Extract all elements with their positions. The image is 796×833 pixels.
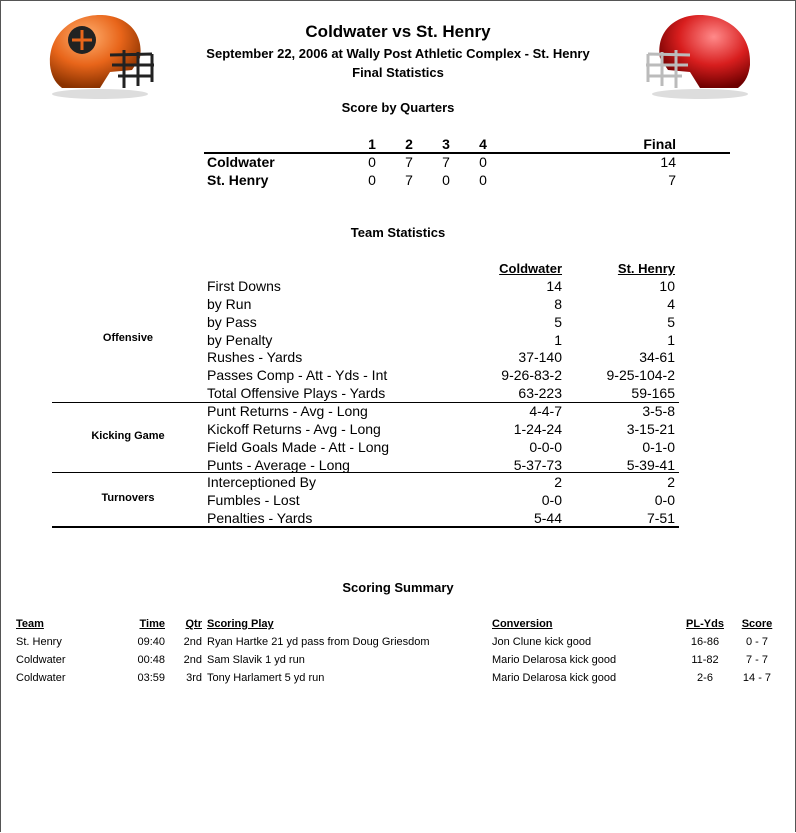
stat-label: Passes Comp - Att - Yds - Int	[207, 367, 388, 383]
scoring-play: Sam Slavik 1 yd run	[207, 654, 305, 666]
stats-bottom-rule	[52, 526, 679, 528]
stat-value-coldwater: 5-37-73	[513, 457, 562, 473]
col-conversion: Conversion	[492, 618, 553, 630]
score-cell: 0	[368, 154, 376, 170]
scoring-qtr: 2nd	[183, 636, 202, 648]
score-cell: 7	[405, 154, 413, 170]
stat-value-coldwater: 37-140	[518, 349, 562, 365]
score-by-quarters-heading: Score by Quarters	[341, 100, 455, 115]
scoring-score: 14 - 7	[742, 672, 772, 684]
q3-header: 3	[442, 136, 450, 152]
game-subtitle: September 22, 2006 at Wally Post Athletic Complex - St. Henry	[206, 46, 590, 61]
score-final-sthenry: 7	[668, 172, 676, 188]
stat-label: Interceptioned By	[207, 474, 316, 490]
col-scoring-play: Scoring Play	[207, 618, 274, 630]
final-statistics-label: Final Statistics	[352, 65, 444, 80]
stat-value-coldwater: 14	[546, 278, 562, 294]
stat-value-coldwater: 9-26-83-2	[501, 367, 562, 383]
team-statistics-heading: Team Statistics	[350, 225, 446, 240]
score-cell: 0	[479, 154, 487, 170]
stat-value-coldwater: 1	[554, 332, 562, 348]
score-cell: 7	[405, 172, 413, 188]
col-time: Time	[139, 618, 165, 630]
group-turnovers: Turnovers	[101, 492, 155, 504]
stat-value-coldwater: 5-44	[533, 510, 562, 526]
final-header: Final	[643, 136, 676, 152]
stat-value-coldwater: 4-4-7	[529, 403, 562, 419]
stat-label: by Run	[207, 296, 252, 312]
scoring-qtr: 2nd	[183, 654, 202, 666]
coldwater-helmet-icon	[40, 10, 160, 100]
stat-value-sthenry: 4	[667, 296, 675, 312]
page-title: Coldwater vs St. Henry	[305, 22, 491, 41]
stat-value-sthenry: 34-61	[639, 349, 675, 365]
col-team: Team	[16, 618, 44, 630]
scoring-pl-yds: 11-82	[691, 654, 719, 666]
scoring-team: St. Henry	[16, 636, 62, 648]
scoring-summary-heading: Scoring Summary	[342, 580, 454, 595]
scoring-team: Coldwater	[16, 654, 66, 666]
score-cell: 0	[368, 172, 376, 188]
scoring-time: 00:48	[137, 654, 165, 666]
scoring-score: 7 - 7	[745, 654, 768, 666]
scoring-team: Coldwater	[16, 672, 66, 684]
stat-label: Fumbles - Lost	[207, 492, 300, 508]
stats-col-coldwater: Coldwater	[499, 261, 562, 276]
scoring-conversion: Mario Delarosa kick good	[492, 654, 617, 666]
stat-value-sthenry: 0-0	[654, 492, 675, 508]
stat-label: Punts - Average - Long	[207, 457, 350, 473]
col-qtr: Qtr	[185, 618, 202, 630]
scoring-score: 0 - 7	[745, 636, 768, 648]
stat-label: First Downs	[207, 278, 281, 294]
scoring-play: Ryan Hartke 21 yd pass from Doug Griesdom	[207, 636, 430, 648]
stat-label: Total Offensive Plays - Yards	[207, 385, 386, 401]
scoring-time: 09:40	[137, 636, 165, 648]
stat-value-coldwater: 8	[554, 296, 562, 312]
stat-label: Punt Returns - Avg - Long	[207, 403, 368, 419]
q4-header: 4	[479, 136, 487, 152]
score-cell: 0	[442, 172, 450, 188]
stat-value-sthenry: 0-1-0	[642, 439, 675, 455]
stat-value-coldwater: 5	[554, 314, 562, 330]
stat-value-sthenry: 9-25-104-2	[606, 367, 675, 383]
stat-value-sthenry: 10	[659, 278, 675, 294]
stat-value-coldwater: 0-0-0	[529, 439, 562, 455]
stat-value-sthenry: 59-165	[631, 385, 675, 401]
score-team-sthenry: St. Henry	[207, 172, 269, 188]
stat-value-sthenry: 1	[667, 332, 675, 348]
stat-label: by Penalty	[207, 332, 273, 348]
stat-label: by Pass	[207, 314, 257, 330]
scoring-conversion: Jon Clune kick good	[492, 636, 592, 648]
group-offensive: Offensive	[102, 332, 154, 344]
scoring-time: 03:59	[137, 672, 165, 684]
q2-header: 2	[405, 136, 413, 152]
scoring-conversion: Mario Delarosa kick good	[492, 672, 617, 684]
scoring-pl-yds: 16-86	[690, 636, 720, 648]
stat-value-coldwater: 0-0	[541, 492, 562, 508]
scoring-qtr: 3rd	[186, 672, 202, 684]
score-cell: 0	[479, 172, 487, 188]
stat-label: Rushes - Yards	[207, 349, 303, 365]
stat-label: Kickoff Returns - Avg - Long	[207, 421, 381, 437]
sthenry-helmet-icon	[640, 10, 760, 100]
group-kicking-game: Kicking Game	[91, 430, 165, 442]
stat-value-sthenry: 5	[667, 314, 675, 330]
stat-value-coldwater: 63-223	[518, 385, 562, 401]
stat-value-sthenry: 3-5-8	[642, 403, 675, 419]
stat-label: Penalties - Yards	[207, 510, 313, 526]
col-score: Score	[741, 618, 773, 630]
stat-value-sthenry: 2	[667, 474, 675, 490]
stats-col-sthenry: St. Henry	[617, 261, 675, 276]
score-cell: 7	[442, 154, 450, 170]
scoring-pl-yds: 2-6	[697, 672, 713, 684]
q1-header: 1	[368, 136, 376, 152]
stat-value-coldwater: 2	[554, 474, 562, 490]
score-team-coldwater: Coldwater	[207, 154, 275, 170]
group-divider	[52, 472, 679, 473]
stat-value-sthenry: 7-51	[646, 510, 675, 526]
stat-value-sthenry: 5-39-41	[626, 457, 675, 473]
col-pl-yds: PL-Yds	[686, 618, 724, 630]
stat-label: Field Goals Made - Att - Long	[207, 439, 390, 455]
stat-value-coldwater: 1-24-24	[513, 421, 562, 437]
scoring-play: Tony Harlamert 5 yd run	[207, 672, 325, 684]
score-final-coldwater: 14	[660, 154, 676, 170]
stat-value-sthenry: 3-15-21	[626, 421, 675, 437]
